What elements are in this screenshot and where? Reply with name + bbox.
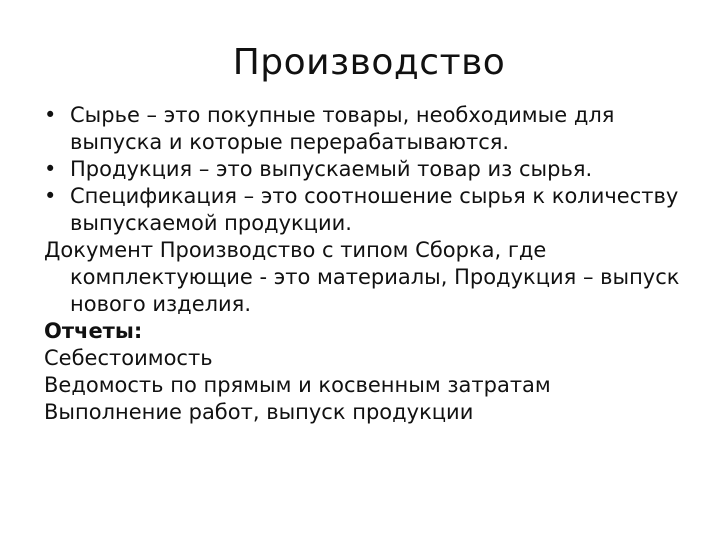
reports-heading: Отчеты: — [44, 319, 143, 343]
bullet-text: Спецификация – это соотношение сырья к количеству выпускаемой продукции. — [70, 184, 679, 235]
report-item: Выполнение работ, выпуск продукции — [44, 400, 474, 424]
bullet-text: Сырье – это покупные товары, необходимые для выпуска и которые перерабатываются. — [70, 103, 615, 154]
document-paragraph: Документ Производство с типом Сборка, где комплектующие - это материалы, Продукция – выпуск нового изделия. — [44, 238, 680, 316]
bullet-dot-icon: • — [44, 103, 57, 127]
bullet-item — [44, 156, 684, 183]
slide-content — [44, 102, 684, 426]
slide-title: Производство — [232, 42, 506, 83]
report-item: Себестоимость — [44, 346, 213, 370]
bullet-item — [44, 183, 684, 237]
bullet-dot-icon: • — [44, 157, 57, 181]
bullet-text: Продукция – это выпускаемый товар из сырья. — [70, 157, 593, 181]
report-item: Ведомость по прямым и косвенным затратам — [44, 373, 551, 397]
bullet-item — [44, 102, 684, 156]
bullet-dot-icon: • — [44, 184, 57, 208]
